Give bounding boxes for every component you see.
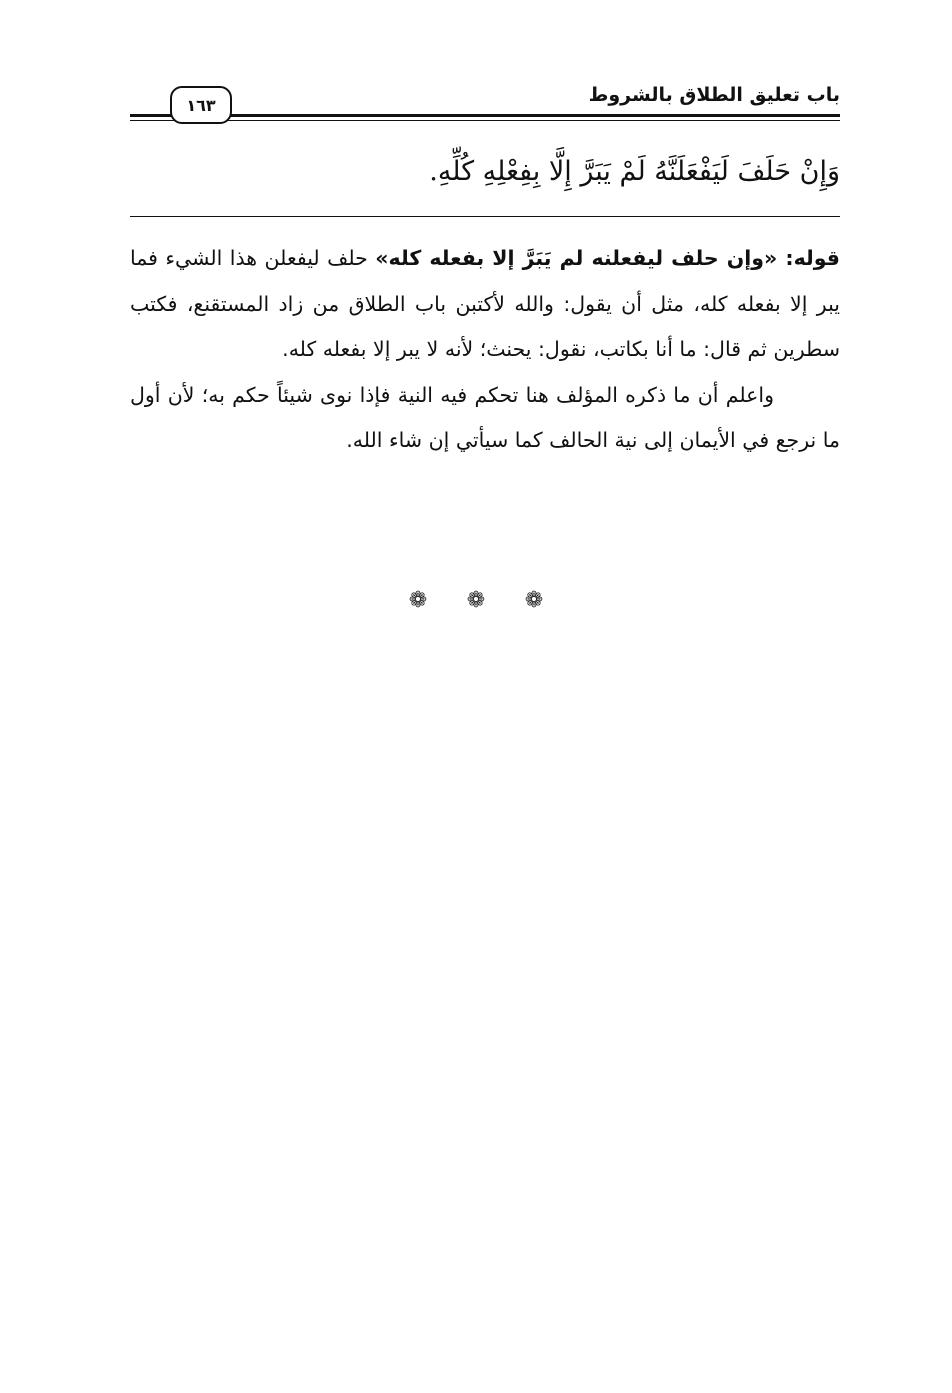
flower-ornament-icon: ❁ (466, 588, 486, 613)
flower-ornament-icon: ❁ (524, 588, 544, 613)
flower-ornament-icon: ❁ (408, 588, 428, 613)
commentary-lead: قوله: (777, 246, 840, 270)
matn-text: وَإِنْ حَلَفَ لَيَفْعَلَنَّهُ لَمْ يَبَرَّ إِلَّا بِفِعْلِهِ كُلِّهِ. (429, 156, 840, 187)
commentary-body (130, 236, 840, 464)
page-number: ١٦٣ (186, 95, 216, 115)
page-number-badge (170, 86, 232, 124)
commentary-paragraph-2: واعلم أن ما ذكره المؤلف هنا تحكم فيه النية فإذا نوى شيئاً حكم به؛ لأن أول ما نرجع في الأيمان إلى نية الحالف كما سيأتي إن شاء الله. (130, 382, 840, 452)
page-header (130, 80, 840, 130)
chapter-title: باب تعليق الطلاق بالشروط (588, 84, 840, 106)
matn-separator-line (130, 216, 840, 217)
commentary-paragraph-1-text: حلف ليفعلن هذا الشيء فما يبر إلا بفعله كله، مثل أن يقول: والله لأكتبن باب الطلاق من زاد المستقنع، فكتب سطرين ثم قال: ما أنا بكاتب، نقول: يحنث؛ لأنه لا يبر إلا بفعله كله. (130, 246, 840, 361)
section-end-ornaments (0, 588, 952, 613)
commentary-quote: «وإن حلف ليفعلنه لم يَبَرَّ إلا بفعله كله» (375, 246, 778, 270)
commentary-paragraph-1 (130, 236, 840, 373)
header-rule-thick (130, 114, 840, 117)
header-rule-thin (130, 120, 840, 121)
